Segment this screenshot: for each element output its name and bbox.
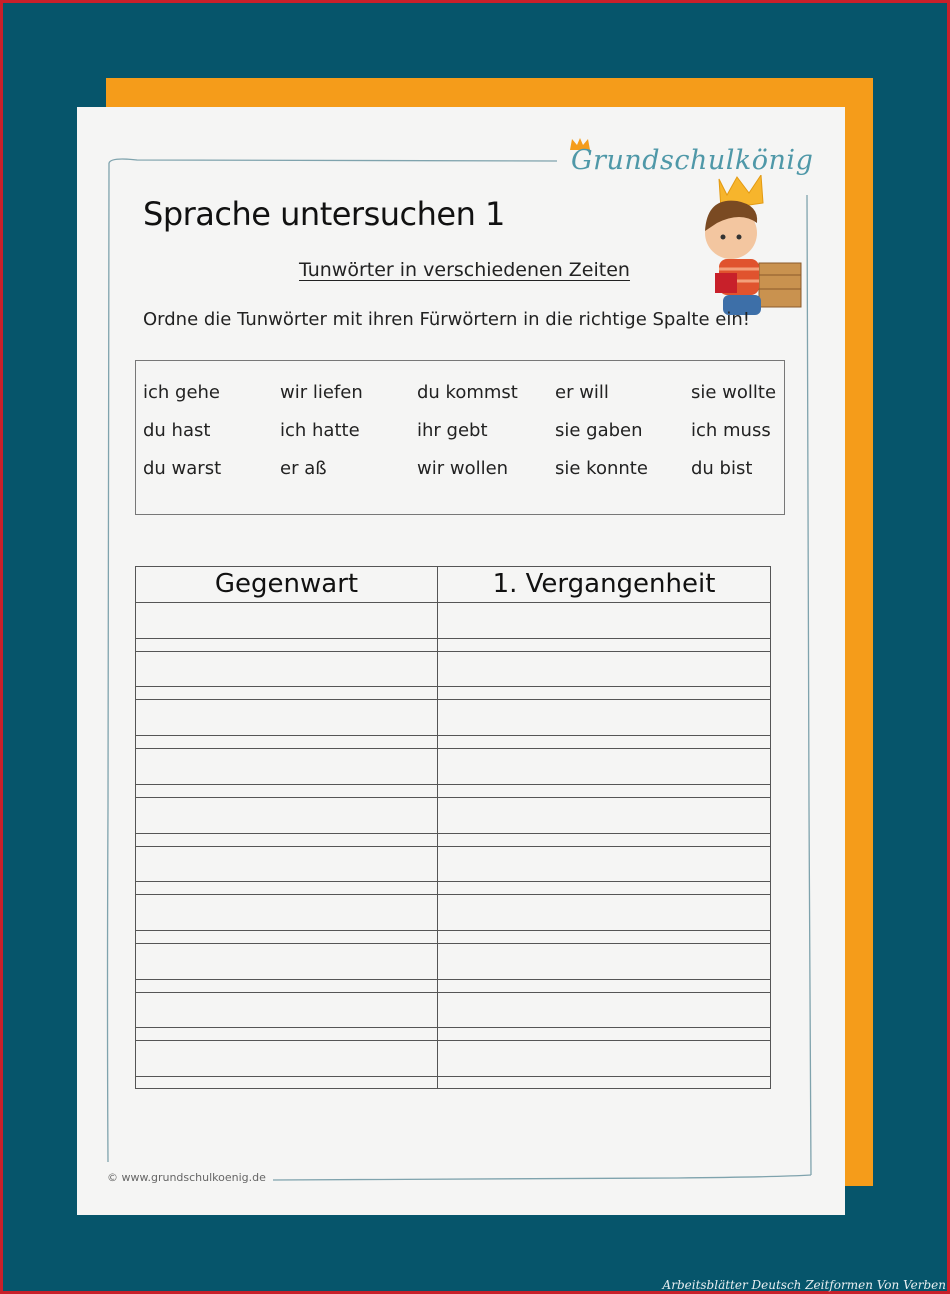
word-item: sie konnte [555,458,648,479]
row-base-line [136,686,770,687]
copyright-footer: © www.grundschulkoenig.de [107,1171,266,1184]
word-item: ich hatte [280,420,360,441]
word-item: ich gehe [143,382,221,403]
brand-logo: Grundschulkönig [571,145,814,176]
row-top-line [136,797,770,798]
column-divider [437,567,438,1088]
word-item: wir liefen [280,382,363,403]
word-item: ich muss [691,420,771,441]
word-item: ihr gebt [417,420,488,441]
word-item: er aß [280,458,327,479]
row-top-line [136,699,770,700]
image-caption: Arbeitsblätter Deutsch Zeitformen Von Verben [662,1278,946,1292]
row-top-line [136,894,770,895]
row-top-line [136,1040,770,1041]
row-top-line [136,748,770,749]
worksheet-title: Sprache untersuchen 1 [143,195,505,233]
word-bank [135,360,785,515]
row-base-line [136,833,770,834]
word-item: du hast [143,420,211,441]
row-base-line [136,1076,770,1077]
row-top-line [136,651,770,652]
row-top-line [136,992,770,993]
row-base-line [136,784,770,785]
worksheet-page [77,107,845,1215]
word-item: du bist [691,458,753,479]
row-top-line [136,602,770,603]
word-item: du kommst [417,382,518,403]
column-header-past: 1. Vergangenheit [492,569,716,599]
row-base-line [136,979,770,980]
worksheet-subtitle: Tunwörter in verschiedenen Zeiten [299,259,630,281]
column-header-present: Gegenwart [214,569,359,599]
row-top-line [136,943,770,944]
row-base-line [136,930,770,931]
word-item: er will [555,382,609,403]
row-base-line [136,881,770,882]
answer-table [135,566,771,1089]
row-base-line [136,638,770,639]
word-item: sie gaben [555,420,643,441]
row-base-line [136,1027,770,1028]
word-item: du warst [143,458,222,479]
row-base-line [136,735,770,736]
word-item: wir wollen [417,458,509,479]
boy-reading-illustration [697,175,807,325]
word-item: sie wollte [691,382,777,403]
instruction-text: Ordne die Tunwörter mit ihren Fürwörtern in die richtige Spalte ein! [143,309,750,330]
row-top-line [136,846,770,847]
